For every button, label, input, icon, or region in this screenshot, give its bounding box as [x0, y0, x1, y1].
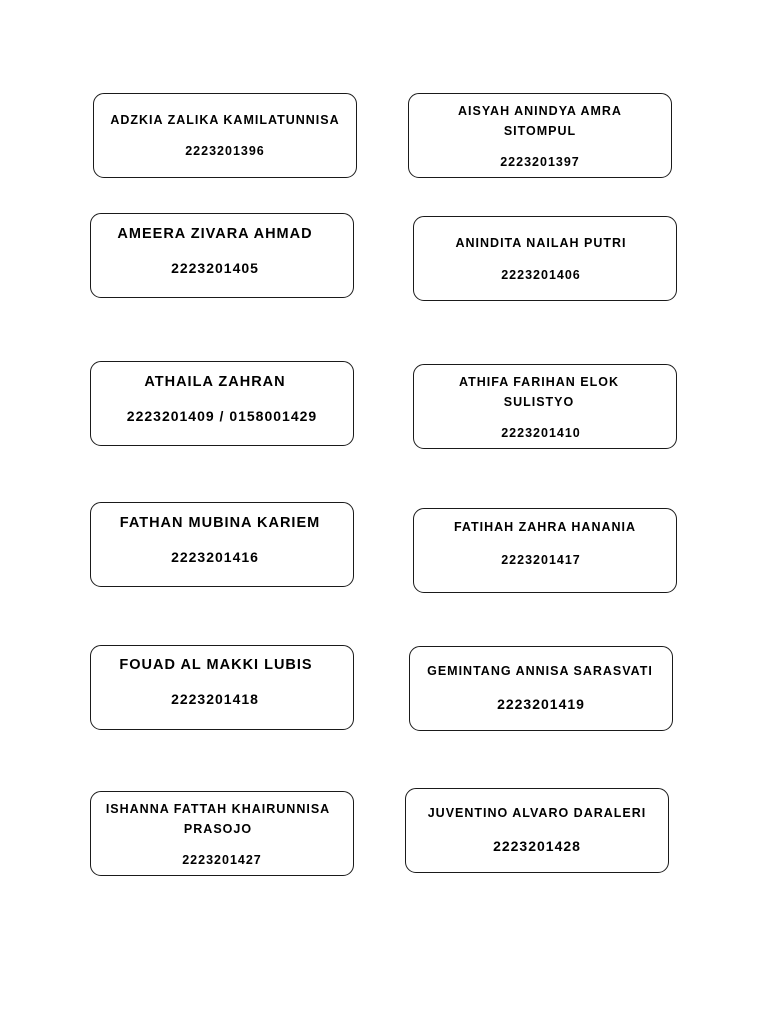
student-id: 2223201396: [185, 144, 265, 158]
student-name: AMEERA ZIVARA AHMAD: [117, 226, 313, 242]
student-name: AISYAH ANINDYA AMRA SITOMPUL: [458, 104, 622, 138]
student-id: 2223201416: [171, 549, 259, 565]
student-name: FATIHAH ZAHRA HANANIA: [453, 520, 637, 534]
student-id: 2223201406: [501, 268, 581, 282]
student-id: 2223201418: [171, 691, 259, 707]
student-id: 2223201397: [500, 155, 580, 169]
student-id: 2223201405: [171, 260, 259, 276]
student-name: ATHIFA FARIHAN ELOK SULISTYO: [459, 375, 619, 409]
name-label-card: [93, 93, 357, 178]
student-id: 2223201409 / 0158001429: [126, 408, 318, 424]
student-name: FATHAN MUBINA KARIEM: [119, 515, 321, 531]
name-label-card: [90, 502, 354, 587]
name-label-card: [90, 213, 354, 298]
student-name: FOUAD AL MAKKI LUBIS: [119, 657, 313, 673]
name-label-card: [408, 93, 672, 178]
name-label-card: [405, 788, 669, 873]
name-label-card: [413, 216, 677, 301]
name-label-card: [90, 791, 354, 876]
name-label-card: [413, 364, 677, 449]
name-label-card: [413, 508, 677, 593]
student-id: 2223201419: [497, 696, 585, 712]
student-name: GEMINTANG ANNISA SARASVATI: [427, 664, 653, 678]
name-label-card: [90, 645, 354, 730]
student-name: ADZKIA ZALIKA KAMILATUNNISA: [110, 113, 340, 127]
student-id: 2223201417: [501, 553, 581, 567]
student-id: 2223201410: [501, 426, 581, 440]
student-id: 2223201427: [182, 853, 262, 867]
student-id: 2223201428: [493, 838, 581, 854]
student-name: ATHAILA ZAHRAN: [144, 374, 286, 390]
student-name: ANINDITA NAILAH PUTRI: [455, 236, 627, 250]
student-name: ISHANNA FATTAH KHAIRUNNISA PRASOJO: [105, 802, 331, 836]
name-label-card: [90, 361, 354, 446]
name-label-card: [409, 646, 673, 731]
student-name: JUVENTINO ALVARO DARALERI: [427, 806, 647, 820]
